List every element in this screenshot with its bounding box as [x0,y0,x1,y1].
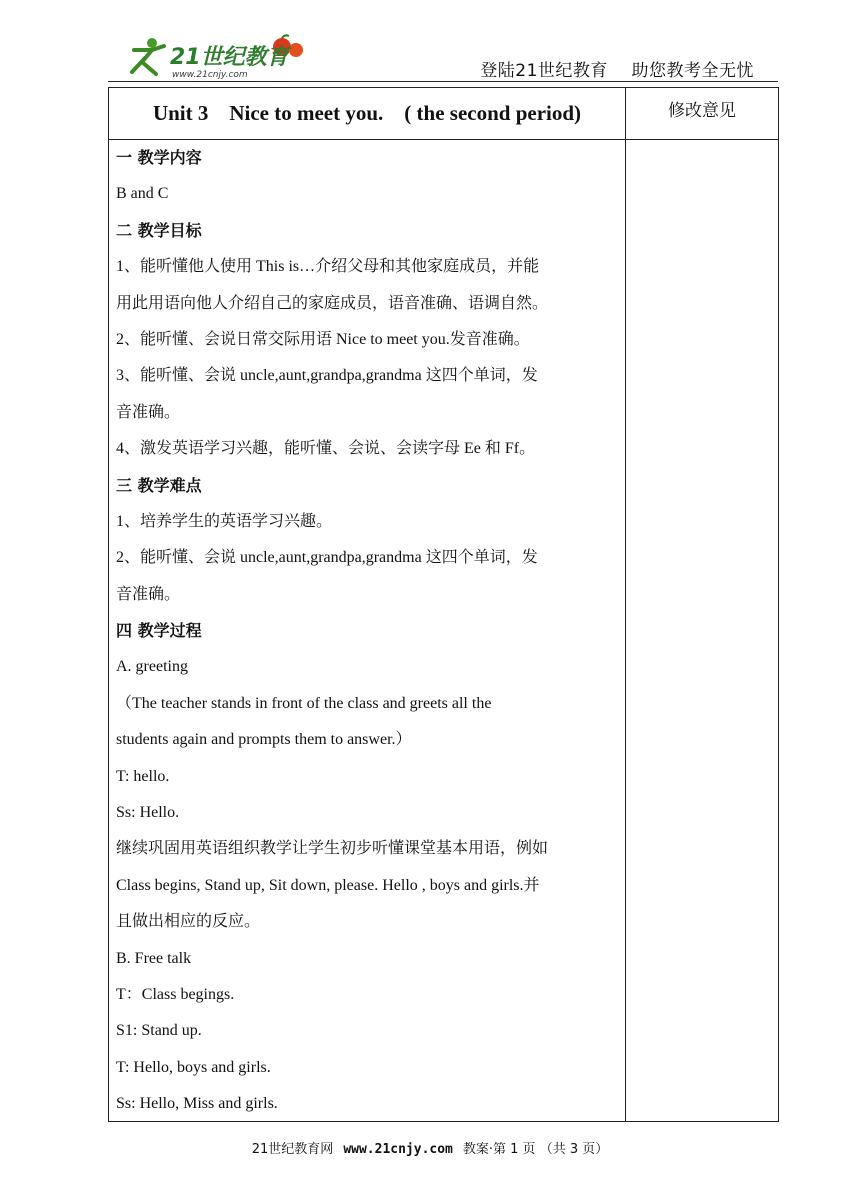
content-line: 音准确。 [116,403,181,421]
revision-notes-header: 修改意见 [668,101,736,121]
content-line: Ss: Hello, Miss and girls. [116,1095,278,1113]
lesson-plan-table [108,87,779,1122]
content-line: students again and prompts them to answer.） [116,731,412,749]
content-line: 2、能听懂、会说日常交际用语 Nice to meet you.发音准确。 [116,330,530,348]
content-line: T: hello. [116,767,170,785]
section-heading: 二 教学目标 [116,220,202,240]
column-divider [625,88,626,1121]
footer-site: www.21cnjy.com [343,1142,453,1157]
footer-page-info: 教案·第 1 页 （共 3 页） [462,1142,609,1157]
svg-text:www.21cnjy.com: www.21cnjy.com [172,70,248,80]
content-line: 3、能听懂、会说 uncle,aunt,grandpa,grandma 这四个单词，发 [116,367,538,385]
content-line: T：Class begings. [116,985,235,1003]
content-line: Class begins, Stand up, Sit down, please. Hello , boys and girls.并 [116,876,540,894]
page-header [108,30,778,82]
content-line: B. Free talk [116,949,192,967]
content-line: T: Hello, boys and girls. [116,1058,271,1076]
header-divider [108,81,778,82]
svg-text:21世纪教育: 21世纪教育 [170,45,289,70]
content-line: 4、激发英语学习兴趣，能听懂、会说、会读字母 Ee 和 Ff。 [116,440,536,458]
content-line: 且做出相应的反应。 [116,913,261,931]
section-heading: 一 教学内容 [116,148,202,167]
page-footer [0,1138,860,1157]
content-line: 继续巩固用英语组织教学让学生初步听懂课堂基本用语，例如 [116,840,549,858]
content-line: S1: Stand up. [116,1022,202,1040]
section-heading: 三 教学难点 [116,475,202,495]
lesson-title: Unit 3 Nice to meet you. ( the second period) [152,101,582,125]
content-line: B and C [116,185,169,203]
content-line: Ss: Hello. [116,804,180,822]
running-figure-icon [132,38,164,74]
section-heading: 四 教学过程 [116,621,202,641]
content-line: 2、能听懂、会说 uncle,aunt,grandpa,grandma 这四个单词，发 [116,549,538,567]
content-line: 音准确。 [116,585,181,603]
content-line: 1、培养学生的英语学习兴趣。 [116,512,333,530]
content-line: A. greeting [116,658,188,676]
footer-source: 21世纪教育网 [251,1142,334,1157]
content-line: 用此用语向他人介绍自己的家庭成员，语音准确、语调自然。 [116,294,549,312]
lesson-content [116,140,622,1123]
content-line: 1、能听懂他人使用 This is…介绍父母和其他家庭成员，并能 [116,258,540,276]
content-line: （The teacher stands in front of the class and greets all the [116,694,492,712]
site-logo [112,34,312,80]
header-slogan: 登陆21世纪教育 助您教考全无忧 [480,61,754,81]
